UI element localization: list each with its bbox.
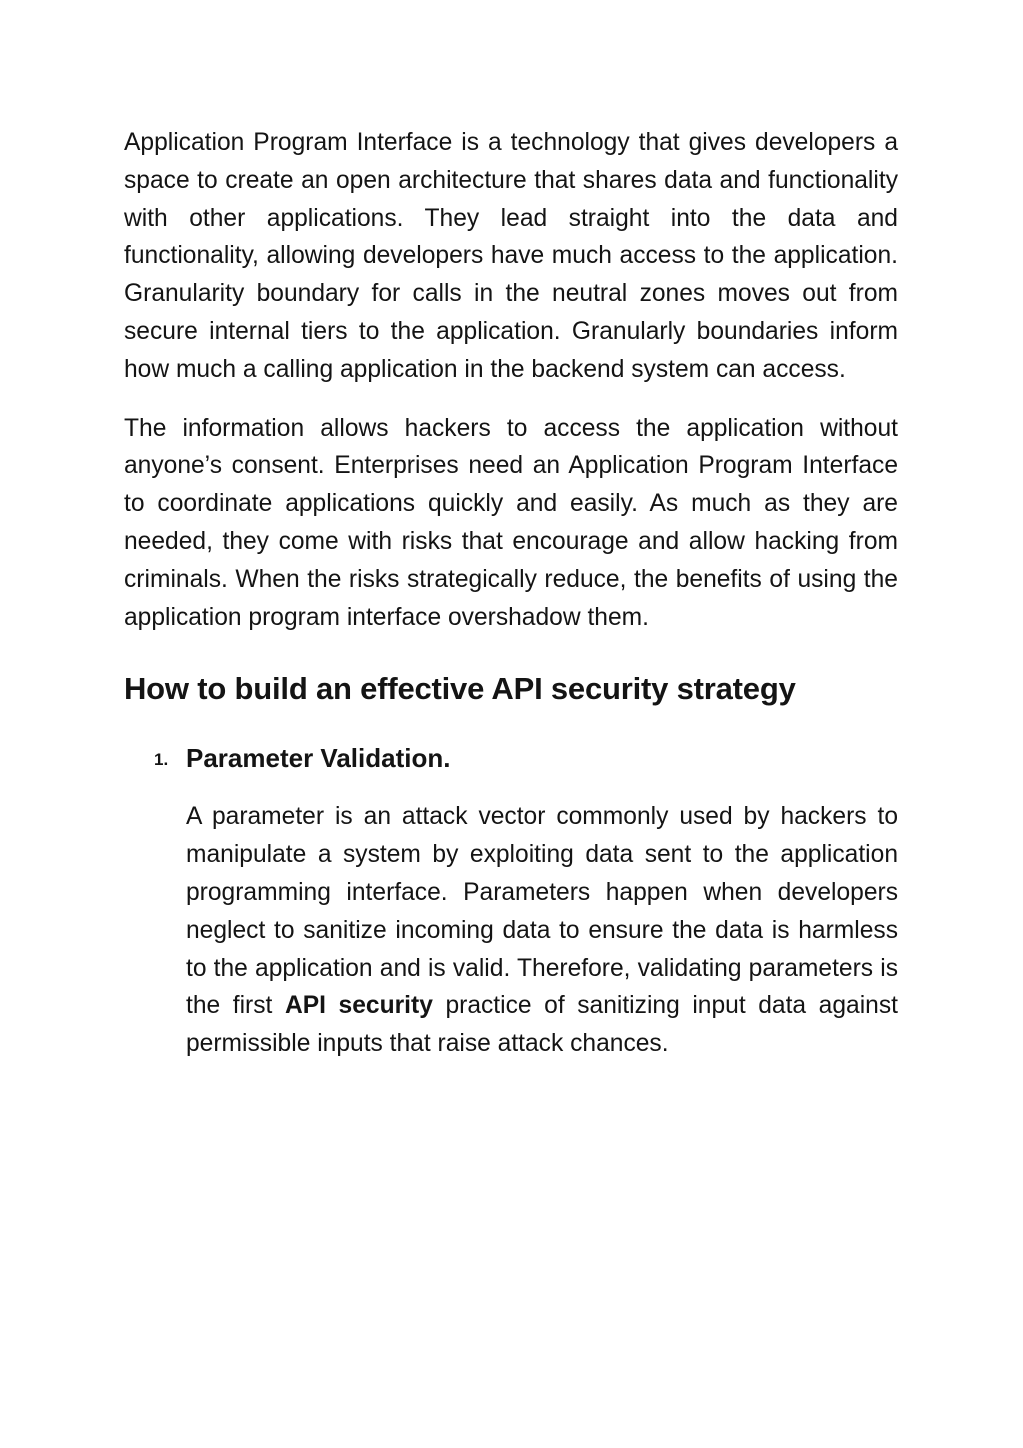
list-item-title: Parameter Validation.	[186, 743, 451, 774]
list-item-text-after: practice of sanitizing input data against permissible inputs that raise attack chances.	[186, 992, 898, 1058]
list-item-text-before: A parameter is an attack vector commonly used by hackers to manipulate a system by exploiting data sent to the application programming interface. Parameters happen when developers neglect to sanitize incoming data to ensure the data is harmless to the application and is valid. Therefore, validating parameters is the first	[186, 803, 898, 1020]
intro-paragraph: Application Program Interface is a technology that gives developers a space to create an open architecture that shares data and functionality with other applications. They lead straight into the data and functionality, allowing developers have much access to the application. Granularity boundary for calls in the neutral zones moves out from secure internal tiers to the application. Granularly boundaries inform how much a calling application in the backend system can access.	[124, 129, 898, 383]
risk-paragraph: The information allows hackers to access the application without anyone’s consent. Enterprises need an Application Program Interface to coordinate applications quickly and easily. As much as they are needed, they come with risks that encourage and allow hacking from criminals. When the risks strategically reduce, the benefits of using the application program interface overshadow them.	[124, 414, 898, 631]
section-heading: How to build an effective API security strategy	[124, 671, 796, 707]
list-item-bold-term: API security	[284, 992, 433, 1020]
list-item	[124, 732, 898, 1063]
list-item-paragraph	[186, 798, 898, 1063]
list-marker: 1.	[154, 750, 169, 770]
document-page	[124, 124, 898, 1063]
